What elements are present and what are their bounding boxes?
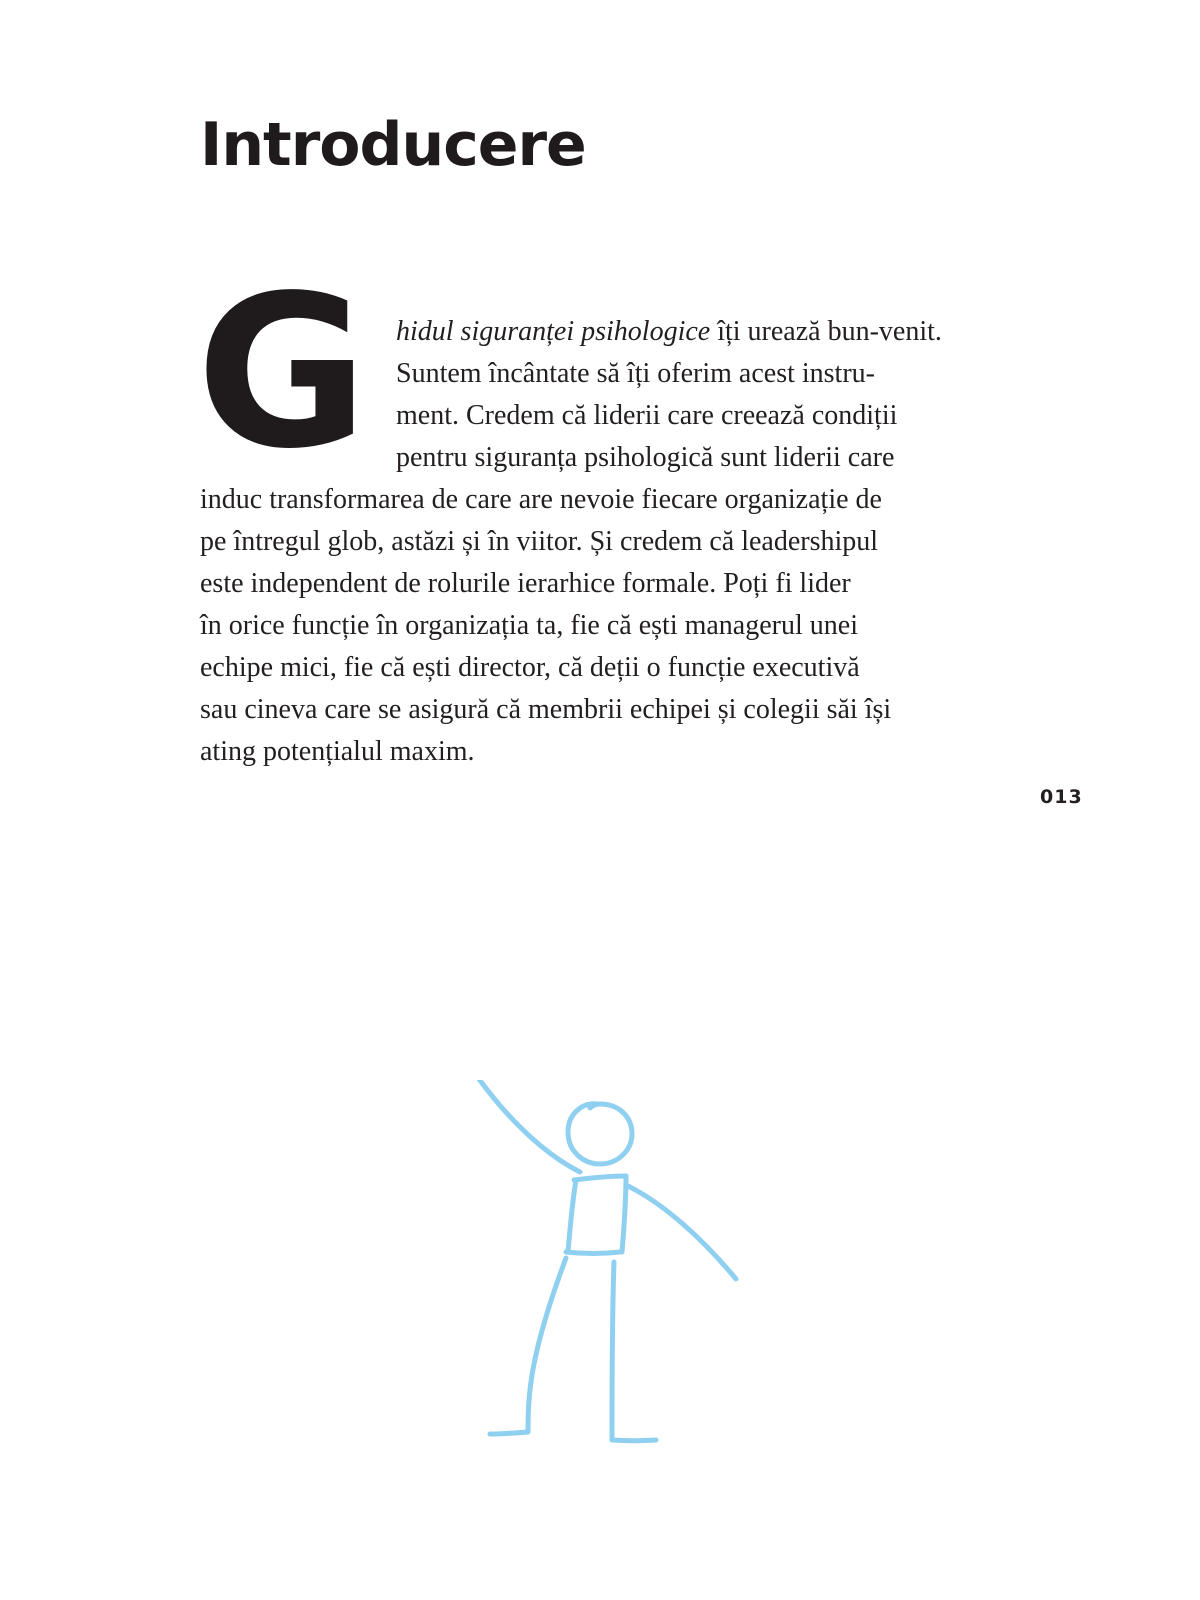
paragraph-line: este independent de rolurile ierarhice formale. Poți fi lider	[200, 568, 851, 599]
figure-torso-right	[622, 1176, 626, 1252]
figure-right-foot	[612, 1440, 656, 1441]
figure-shoulder	[574, 1176, 626, 1180]
book-title-italic: hidul siguranței psihologice	[396, 316, 711, 347]
paragraph-line: ment. Credem că liderii care creează condiții	[396, 400, 898, 431]
paragraph-line: pe întregul glob, astăzi și în viitor. Și credem că leadershipul	[200, 526, 879, 557]
figure-right-leg	[612, 1262, 614, 1440]
chapter-title: Introducere	[200, 110, 586, 180]
figure-left-foot	[490, 1432, 528, 1434]
page-number: 013	[1040, 786, 1083, 808]
figure-raised-arm	[479, 1080, 580, 1172]
figure-head	[568, 1104, 632, 1164]
paragraph-indented-block	[396, 311, 996, 479]
paragraph-text: îți urează bun-venit.	[710, 316, 942, 347]
paragraph-full-block	[200, 479, 1010, 773]
figure-torso-left	[568, 1180, 576, 1252]
paragraph-line: sau cineva care se asigură că membrii echipei și colegii săi își	[200, 694, 892, 725]
paragraph-line: induc transformarea de care are nevoie fiecare organizație de	[200, 484, 882, 515]
paragraph-line: ating potențialul maxim.	[200, 736, 475, 767]
drop-cap-letter: G	[196, 250, 369, 495]
figure-lowered-arm	[628, 1186, 736, 1279]
paragraph-line	[396, 311, 996, 353]
paragraph-line: Suntem încântate să îți oferim acest instru-	[396, 358, 875, 389]
stick-figure-strokes	[479, 1080, 736, 1441]
paragraph-line: pentru siguranța psihologică sunt liderii care	[396, 442, 895, 473]
figure-left-leg	[528, 1258, 566, 1432]
figure-waist	[566, 1252, 620, 1254]
stick-figure-illustration	[460, 1080, 780, 1500]
paragraph-line: în orice funcție în organizația ta, fie că ești managerul unei	[200, 610, 858, 641]
paragraph-line: echipe mici, fie că ești director, că deții o funcție executivă	[200, 652, 860, 683]
